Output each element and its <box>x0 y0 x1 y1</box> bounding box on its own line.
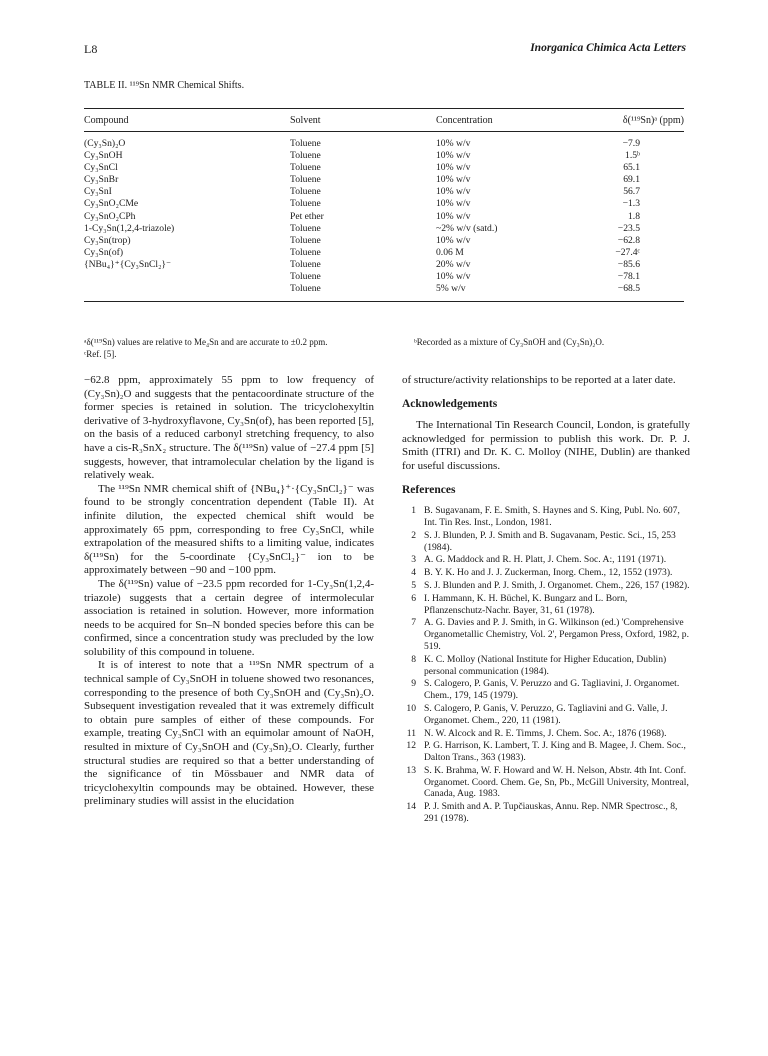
reference-number: 8 <box>411 653 416 665</box>
table-row <box>84 211 684 223</box>
table-cell: 65.1 <box>623 162 640 174</box>
table-cell: −78.1 <box>617 271 640 283</box>
table-row <box>84 235 684 247</box>
reference-text: A. G. Davies and P. J. Smith, in G. Wilkinson (ed.) 'Comprehensive Organometallic Chemistry, Vol. 2', Pergamon Press, Oxford, 1982, p. 519. <box>424 617 690 652</box>
right-column <box>402 374 690 826</box>
footnote-a: ᵃδ(¹¹⁹Sn) values are relative to Me₄Sn and are accurate to ±0.2 ppm. <box>84 337 328 347</box>
reference-text: A. G. Maddock and R. H. Platt, J. Chem. Soc. A:, 1191 (1971). <box>424 554 667 566</box>
reference-number: 10 <box>406 702 416 714</box>
reference-item <box>402 554 690 566</box>
column-header: Solvent <box>290 115 321 126</box>
reference-text: B. Y. K. Ho and J. J. Zuckerman, Inorg. Chem., 12, 1552 (1973). <box>424 567 673 579</box>
reference-item <box>402 678 690 702</box>
reference-text: S. J. Blunden and P. J. Smith, J. Organomet. Chem., 226, 157 (1982). <box>424 579 690 591</box>
table-row <box>84 138 684 150</box>
table-row <box>84 271 684 283</box>
reference-number: 4 <box>411 567 416 579</box>
body-paragraph: The δ(¹¹⁹Sn) value of −23.5 ppm recorded for 1-Cy₃Sn(1,2,4-triazole) suggests that a certain degree of intermolecular association is retained in solution. However, more information needs to be acquired for Sn–N bonded species before this can be confirmed, since a concentration study was precluded by the low solubility of this compound in toluene. <box>84 577 374 658</box>
table-cell: 10% w/v <box>436 138 471 149</box>
table-cell: ~2% w/v (satd.) <box>436 222 498 234</box>
table-cell: 1-Cy₃Sn(1,2,4-triazole) <box>84 222 175 234</box>
reference-item <box>402 530 690 554</box>
table-cell: Toluene <box>290 198 321 210</box>
table-cell <box>84 271 290 283</box>
journal-title: Inorganica Chimica Acta Letters <box>530 42 686 54</box>
reference-text: I. Hammann, K. H. Büchel, K. Bungarz and L. Born, Pflanzenschutz-Nachr. Bayer, 31, 61 (1978). <box>424 592 628 616</box>
nmr-table <box>84 108 684 302</box>
table-row <box>84 259 684 271</box>
table-cell: Cy₃SnO₂CPh <box>84 210 136 222</box>
table-row <box>84 223 684 235</box>
reference-item <box>402 505 690 529</box>
table-cell: −68.5 <box>617 283 640 295</box>
table-cell: 10% w/v <box>436 162 471 174</box>
reference-number: 9 <box>411 678 416 690</box>
reference-number: 5 <box>411 579 416 591</box>
reference-item <box>402 580 690 592</box>
table-cell: Toluene <box>290 271 321 283</box>
reference-text: P. G. Harrison, K. Lambert, T. J. King and B. Magee, J. Chem. Soc., Dalton Trans., 363 (1983). <box>424 740 686 764</box>
table-cell: 10% w/v <box>436 198 471 210</box>
reference-number: 3 <box>411 554 416 566</box>
table-cell: Toluene <box>290 138 321 149</box>
table-cell: 1.8 <box>628 210 640 222</box>
table-cell: Pet ether <box>290 210 324 222</box>
reference-text: P. J. Smith and A. P. Tupčiauskas, Annu. Rep. NMR Spectrosc., 8, 291 (1978). <box>424 801 678 825</box>
table-cell: 10% w/v <box>436 271 471 283</box>
reference-text: S. Calogero, P. Ganis, V. Peruzzo, G. Tagliavini and G. Valle, J. Organomet. Chem., 220, 11 (1981). <box>424 702 668 726</box>
table-cell: −62.8 <box>617 234 640 246</box>
table-cell: 56.7 <box>623 186 640 198</box>
body-paragraph: The ¹¹⁹Sn NMR chemical shift of {NBu₄}⁺·{Cy₃SnCl₂}⁻ was found to be strongly concentration dependent (Table II). At infinite dilution, the expected chemical shift would be approximately 65 ppm, corresponding to free Cy₃SnCl, while extrapolation of the measured shifts to a limiting value, indicates δ(¹¹⁹Sn) for the 5-coordinate {Cy₃SnCl₂}⁻ ion to be approximately between −90 and −100 ppm. <box>84 482 374 577</box>
table-row <box>84 162 684 174</box>
table-row <box>84 198 684 210</box>
footnote-c: ᶜRef. [5]. <box>84 349 117 359</box>
table-cell <box>84 283 290 295</box>
table-cell: 10% w/v <box>436 150 471 162</box>
table-row <box>84 283 684 295</box>
reference-text: B. Sugavanam, F. E. Smith, S. Haynes and S. King, Publ. No. 607, Int. Tin Res. Inst., London, 1981. <box>424 505 680 528</box>
reference-number: 14 <box>406 801 416 813</box>
acknowledgements-text: The International Tin Research Council, London, is gratefully acknowledged for permission to publish this work. Dr. P. J. Smith (ITRI) and Dr. K. C. Molloy (NIHE, Dublin) are thanked for useful discussions. <box>402 419 690 472</box>
table-cell: {NBu₄}⁺{Cy₃SnCl₂}⁻ <box>84 258 172 270</box>
table-cell: Cy₃SnBr <box>84 174 119 186</box>
table-cell: 69.1 <box>623 174 640 186</box>
table-cell: Cy₃SnOH <box>84 150 123 162</box>
table-cell: Cy₃SnCl <box>84 162 118 174</box>
table-cell: 20% w/v <box>436 258 471 270</box>
table-cell: 10% w/v <box>436 186 471 198</box>
reference-number: 1 <box>411 505 416 517</box>
table-cell: Cy₃Sn(trop) <box>84 234 131 246</box>
table-row <box>84 186 684 198</box>
table-cell: Toluene <box>290 246 321 258</box>
reference-item <box>402 703 690 727</box>
reference-text: N. W. Alcock and R. E. Timms, J. Chem. Soc. A:, 1876 (1968). <box>424 727 667 739</box>
table-cell: Toluene <box>290 174 321 186</box>
table-cell: Toluene <box>290 150 321 162</box>
footnote-b: ᵇRecorded as a mixture of Cy₃SnOH and (Cy₃Sn)₂O. <box>414 337 605 347</box>
reference-item <box>402 654 690 678</box>
table-cell: −27.4ᶜ <box>615 246 640 258</box>
acknowledgements-heading: Acknowledgements <box>402 397 498 410</box>
table-cell: (Cy₃Sn)₂O <box>84 138 126 149</box>
left-column <box>84 374 374 809</box>
body-paragraph: of structure/activity relationships to be reported at a later date. <box>402 374 676 386</box>
reference-text: S. K. Brahma, W. F. Howard and W. H. Nelson, Abstr. 4th Int. Conf. Organomet. Coord. Chem. Ge, Sn, Pb., McGill University, Montreal, Canada, Aug. 1983. <box>424 764 689 800</box>
column-header: δ(¹¹⁹Sn)ᵃ (ppm) <box>622 115 684 126</box>
table-cell: Toluene <box>290 186 321 198</box>
reference-item <box>402 801 690 825</box>
reference-number: 6 <box>411 592 416 604</box>
reference-item <box>402 617 690 652</box>
table-cell: −7.9 <box>622 138 640 149</box>
table-cell: 10% w/v <box>436 234 471 246</box>
table-cell: Toluene <box>290 222 321 234</box>
page-number: L8 <box>84 42 98 56</box>
body-paragraph: −62.8 ppm, approximately 55 ppm to low frequency of (Cy₃Sn)₂O and suggests that the pentacoordinate structure of the former species is retained in solution. The tricyclohexyltin derivative of 3-hydroxyflavone, Cy₃Sn(of), has been reported [5], on the basis of a reduced carbonyl stretching frequency, to also have a cis-R₃SnX₂ structure. The δ(¹¹⁹Sn) value of −27.4 ppm [5] suggests, however, that intramolecular chelation by the ligand is relatively weak. <box>84 374 374 482</box>
reference-item <box>402 728 690 740</box>
references-heading: References <box>402 483 456 496</box>
table-cell: Cy₃SnI <box>84 186 112 198</box>
table-cell: 5% w/v <box>436 283 466 295</box>
table-cell: Toluene <box>290 162 321 174</box>
reference-list <box>402 505 690 825</box>
column-header: Concentration <box>436 115 493 126</box>
table-row <box>84 174 684 186</box>
table-footnotes <box>84 336 684 360</box>
table-body <box>84 132 684 302</box>
body-paragraph: It is of interest to note that a ¹¹⁹Sn NMR spectrum of a technical sample of Cy₃SnOH in toluene showed two resonances, corresponding to the presence of both Cy₃SnOH and (Cy₃Sn)₂O. Subsequent investigation revealed that it was extremely difficult to obtain pure samples of either of these compounds. For example, treating Cy₃SnCl with an equimolar amount of NaOH, resulted in mixture of Cy₃SnOH and (Cy₃Sn)₂O. Clearly, further structural studies are required so that a better understanding of the significance of tin Mössbauer and NMR data of tricyclohexyltin compounds may be obtained. However, these preliminary studies will assist in the elucidation <box>84 659 374 808</box>
reference-number: 11 <box>406 727 416 739</box>
table-bottom-rule <box>84 301 684 302</box>
reference-text: S. Calogero, P. Ganis, V. Peruzzo and G. Tagliavini, J. Organomet. Chem., 179, 145 (1979). <box>424 678 680 702</box>
table-row <box>84 247 684 259</box>
table-cell: 1.5ᵇ <box>625 150 640 162</box>
reference-item <box>402 765 690 800</box>
table-cell: 10% w/v <box>436 174 471 186</box>
reference-number: 12 <box>406 740 416 752</box>
reference-text: K. C. Molloy (National Institute for Higher Education, Dublin) personal communication (1984). <box>424 653 667 677</box>
table-cell: −23.5 <box>617 222 640 234</box>
column-header: Compound <box>84 115 129 126</box>
reference-number: 13 <box>406 764 416 776</box>
table-cell: 10% w/v <box>436 210 471 222</box>
reference-text: S. J. Blunden, P. J. Smith and B. Sugavanam, Pestic. Sci., 15, 253 (1984). <box>424 529 676 553</box>
table-caption: TABLE II. ¹¹⁹Sn NMR Chemical Shifts. <box>84 80 245 91</box>
reference-number: 2 <box>411 529 416 541</box>
table-cell: Toluene <box>290 234 321 246</box>
table-cell: −1.3 <box>622 198 640 210</box>
table-cell: −85.6 <box>617 258 640 270</box>
table-cell: Toluene <box>290 258 321 270</box>
table-cell: 0.06 M <box>436 246 464 258</box>
reference-number: 7 <box>411 617 416 629</box>
table-header-row <box>84 109 684 131</box>
table-cell: Cy₃Sn(of) <box>84 246 124 258</box>
reference-item <box>402 567 690 579</box>
table-row <box>84 150 684 162</box>
reference-item <box>402 740 690 764</box>
table-cell: Cy₃SnO₂CMe <box>84 198 139 210</box>
table-cell: Toluene <box>290 283 321 295</box>
reference-item <box>402 593 690 617</box>
